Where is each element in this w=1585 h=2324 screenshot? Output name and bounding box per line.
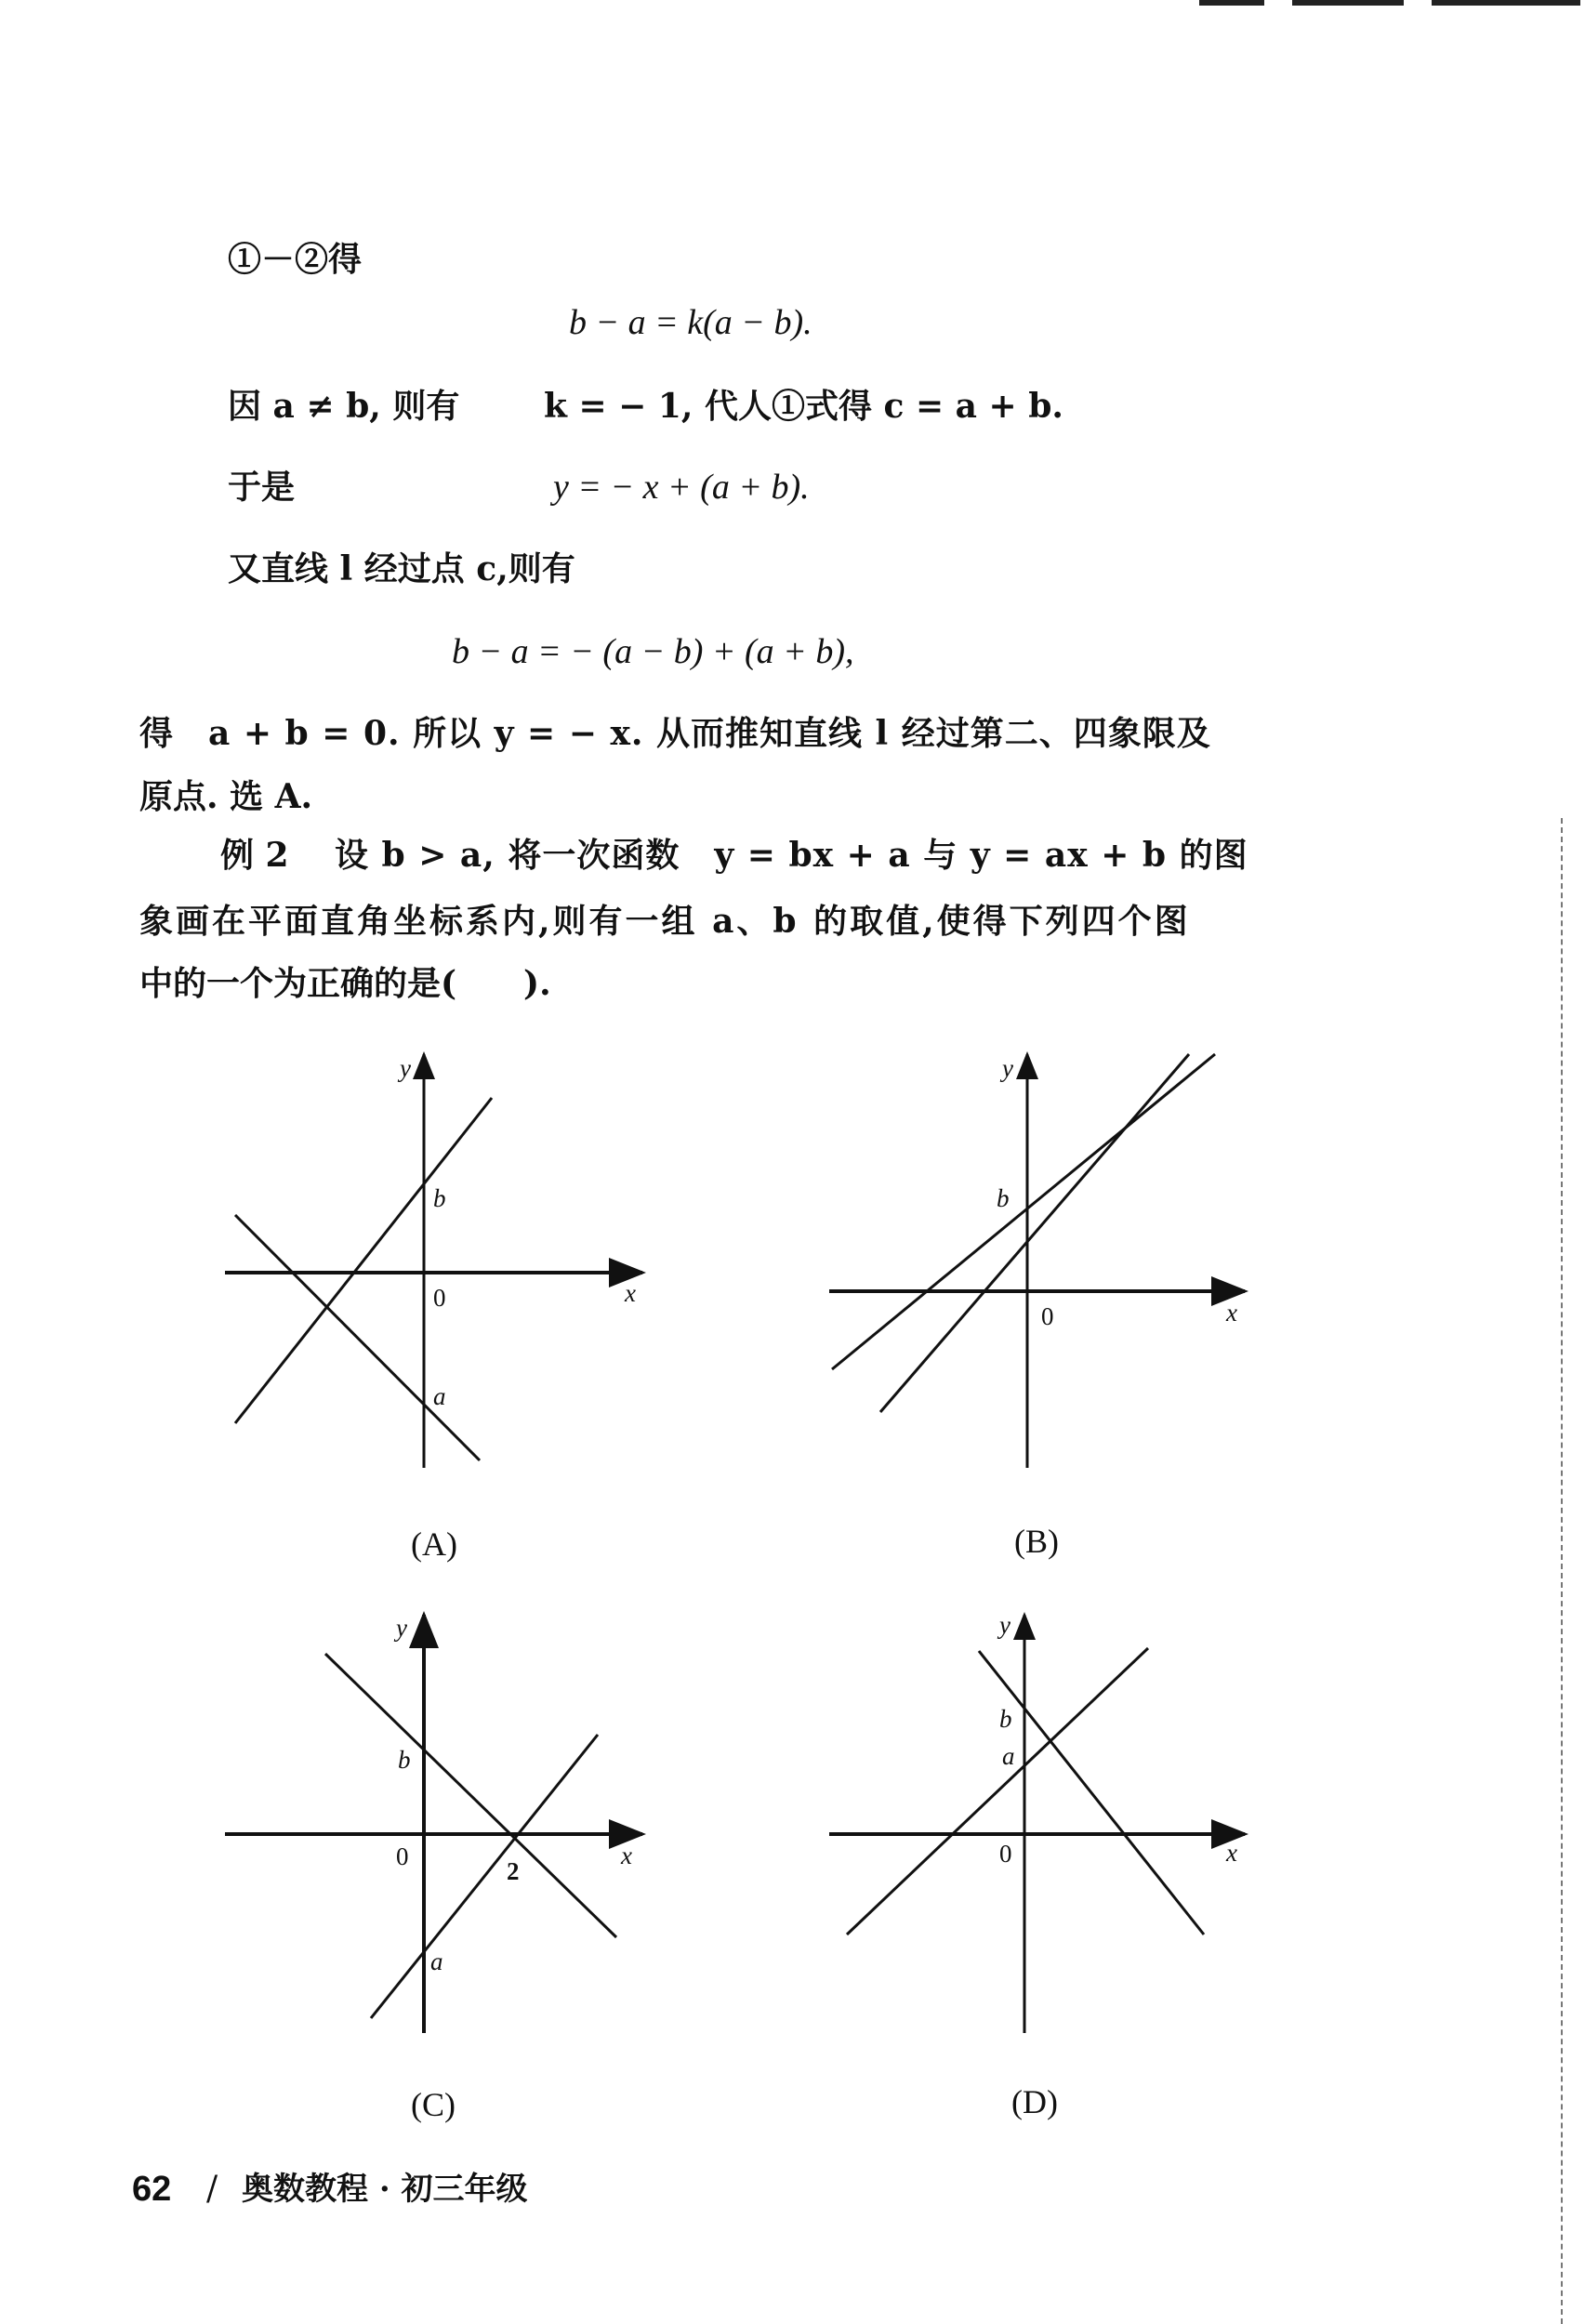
origin-label: 0: [999, 1840, 1012, 1868]
b-label: b: [999, 1705, 1012, 1733]
page-number: 62: [132, 2170, 172, 2209]
equation: b − a = − (a − b) + (a + b),: [452, 632, 854, 671]
footer-separator: /: [206, 2170, 218, 2208]
line-rising: [847, 1648, 1148, 1934]
a-label: a: [430, 1948, 443, 1975]
line-rising: [371, 1735, 598, 2018]
text-line: 原点. 选 A.: [139, 777, 313, 816]
figure-caption-d: (D): [1011, 2083, 1058, 2120]
line-falling: [235, 1215, 480, 1460]
figure-d: [829, 1615, 1245, 2033]
book-title: 奥数教程 · 初三年级: [242, 2171, 528, 2208]
origin-label: 0: [1041, 1302, 1054, 1330]
a-label: a: [1002, 1742, 1015, 1770]
origin-label: 0: [396, 1842, 409, 1870]
x-label: x: [621, 1842, 632, 1869]
line-rising: [235, 1098, 492, 1423]
y-label: y: [999, 1611, 1010, 1639]
text-line: 于是: [228, 468, 296, 507]
figure-caption-b: (B): [1014, 1523, 1059, 1560]
y-label: y: [1002, 1054, 1013, 1082]
x-intercept-label: 2: [507, 1857, 520, 1885]
a-label: a: [433, 1382, 446, 1410]
text-line: 中的一个为正确的是( ).: [139, 964, 551, 1003]
y-label: y: [400, 1054, 411, 1082]
figure-b: [829, 1054, 1245, 1468]
line-shallow: [832, 1054, 1215, 1369]
y-label: y: [396, 1614, 407, 1642]
equation: y = − x + (a + b).: [553, 468, 810, 507]
x-label: x: [625, 1279, 636, 1307]
b-label: b: [997, 1184, 1010, 1212]
text-line: 得 a + b = 0. 所以 y = − x. 从而推知直线 l 经过第二、四象限及: [139, 714, 1211, 753]
text-line: ①－②得: [228, 240, 363, 279]
text-line: 因 a ≠ b, 则有: [228, 387, 460, 426]
figure-caption-a: (A): [411, 1525, 457, 1563]
figure-caption-c: (C): [411, 2086, 456, 2123]
text-line: k = − 1, 代人①式得 c = a + b.: [544, 387, 1063, 426]
text-line: 又直线 l 经过点 c,则有: [228, 549, 575, 588]
x-label: x: [1226, 1299, 1237, 1327]
line-steep: [880, 1054, 1189, 1412]
origin-label: 0: [433, 1284, 446, 1312]
b-label: b: [398, 1746, 411, 1774]
x-label: x: [1226, 1839, 1237, 1867]
b-label: b: [433, 1184, 446, 1212]
text-line: 象画在平面直角坐标系内,则有一组 a、b 的取值,使得下列四个图: [139, 902, 1191, 941]
text-line: 设 b > a, 将一次函数 y = bx + a 与 y = ax + b 的图: [335, 836, 1248, 875]
line-falling: [979, 1651, 1204, 1934]
example-label: 例 2: [220, 836, 289, 875]
equation: b − a = k(a − b).: [569, 303, 812, 342]
